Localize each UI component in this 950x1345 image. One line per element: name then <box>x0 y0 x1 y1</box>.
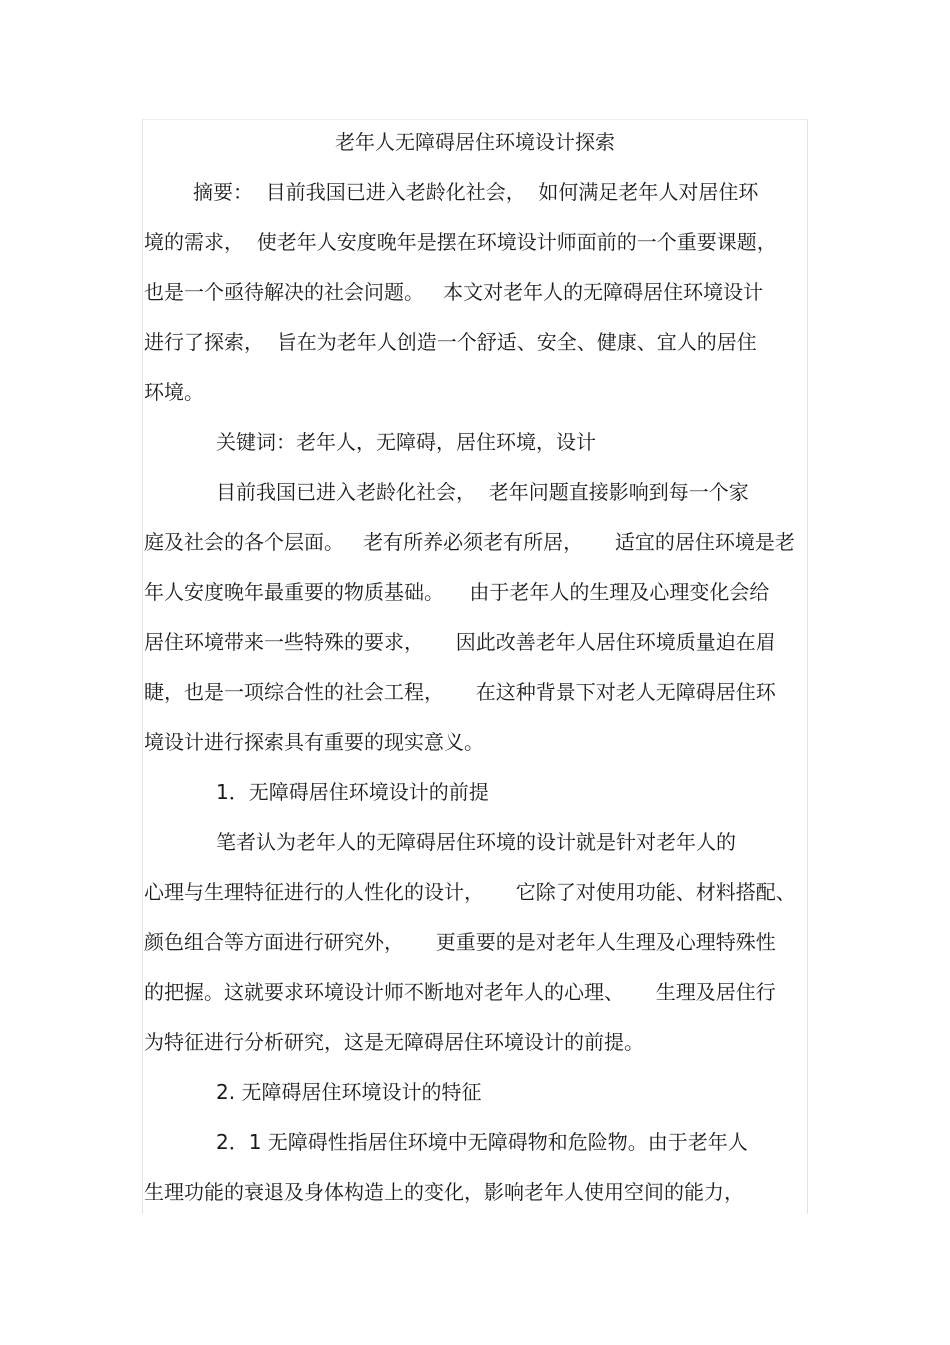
abstract-line-2: 境的需求， 使老年人安度晚年是摆在环境设计师面前的一个重要课题， <box>144 230 777 254</box>
intro-line-4: 居住环境带来一些特殊的要求， 因此改善老年人居住环境质量迫在眉 <box>144 630 776 654</box>
section-2-1-line-1: 2．1 无障碍性指居住环境中无障碍物和危险物。由于老年人 <box>216 1130 748 1154</box>
section-1-line-2: 心理与生理特征进行的人性化的设计， 它除了对使用功能、材料搭配、 <box>144 880 796 904</box>
intro-line-3: 年人安度晚年最重要的物质基础。 由于老年人的生理及心理变化会给 <box>144 580 770 604</box>
abstract-line-3: 也是一个亟待解决的社会问题。 本文对老年人的无障碍居住环境设计 <box>144 280 764 304</box>
section-1-line-1: 笔者认为老年人的无障碍居住环境的设计就是针对老年人的 <box>216 830 736 854</box>
section-1-line-5: 为特征进行分析研究，这是无障碍居住环境设计的前提。 <box>144 1030 644 1054</box>
section-2-heading: 2. 无障碍居住环境设计的特征 <box>216 1080 482 1104</box>
section-1-line-3: 颜色组合等方面进行研究外， 更重要的是对老年人生理及心理特殊性 <box>144 930 776 954</box>
intro-line-1: 目前我国已进入老龄化社会， 老年问题直接影响到每一个家 <box>216 480 749 504</box>
intro-line-5: 睫，也是一项综合性的社会工程， 在这种背景下对老人无障碍居住环 <box>144 680 776 704</box>
abstract-line-5: 环境。 <box>144 380 204 404</box>
document-title: 老年人无障碍居住环境设计探索 <box>335 130 615 154</box>
section-1-line-4: 的把握。这就要求环境设计师不断地对老年人的心理、 生理及居住行 <box>144 980 776 1004</box>
section-1-heading: 1．无障碍居住环境设计的前提 <box>216 780 489 804</box>
intro-line-2: 庭及社会的各个层面。 老有所养必须老有所居， 适宜的居住环境是老 <box>144 530 795 554</box>
keywords-line: 关键词：老年人，无障碍，居住环境，设计 <box>216 430 596 454</box>
abstract-line-1: 摘要： 目前我国已进入老龄化社会， 如何满足老年人对居住环 <box>193 180 759 204</box>
intro-line-6: 境设计进行探索具有重要的现实意义。 <box>144 730 484 754</box>
abstract-line-4: 进行了探索， 旨在为老年人创造一个舒适、安全、健康、宜人的居住 <box>144 330 757 354</box>
section-2-1-line-2: 生理功能的衰退及身体构造上的变化，影响老年人使用空间的能力， <box>144 1180 744 1204</box>
